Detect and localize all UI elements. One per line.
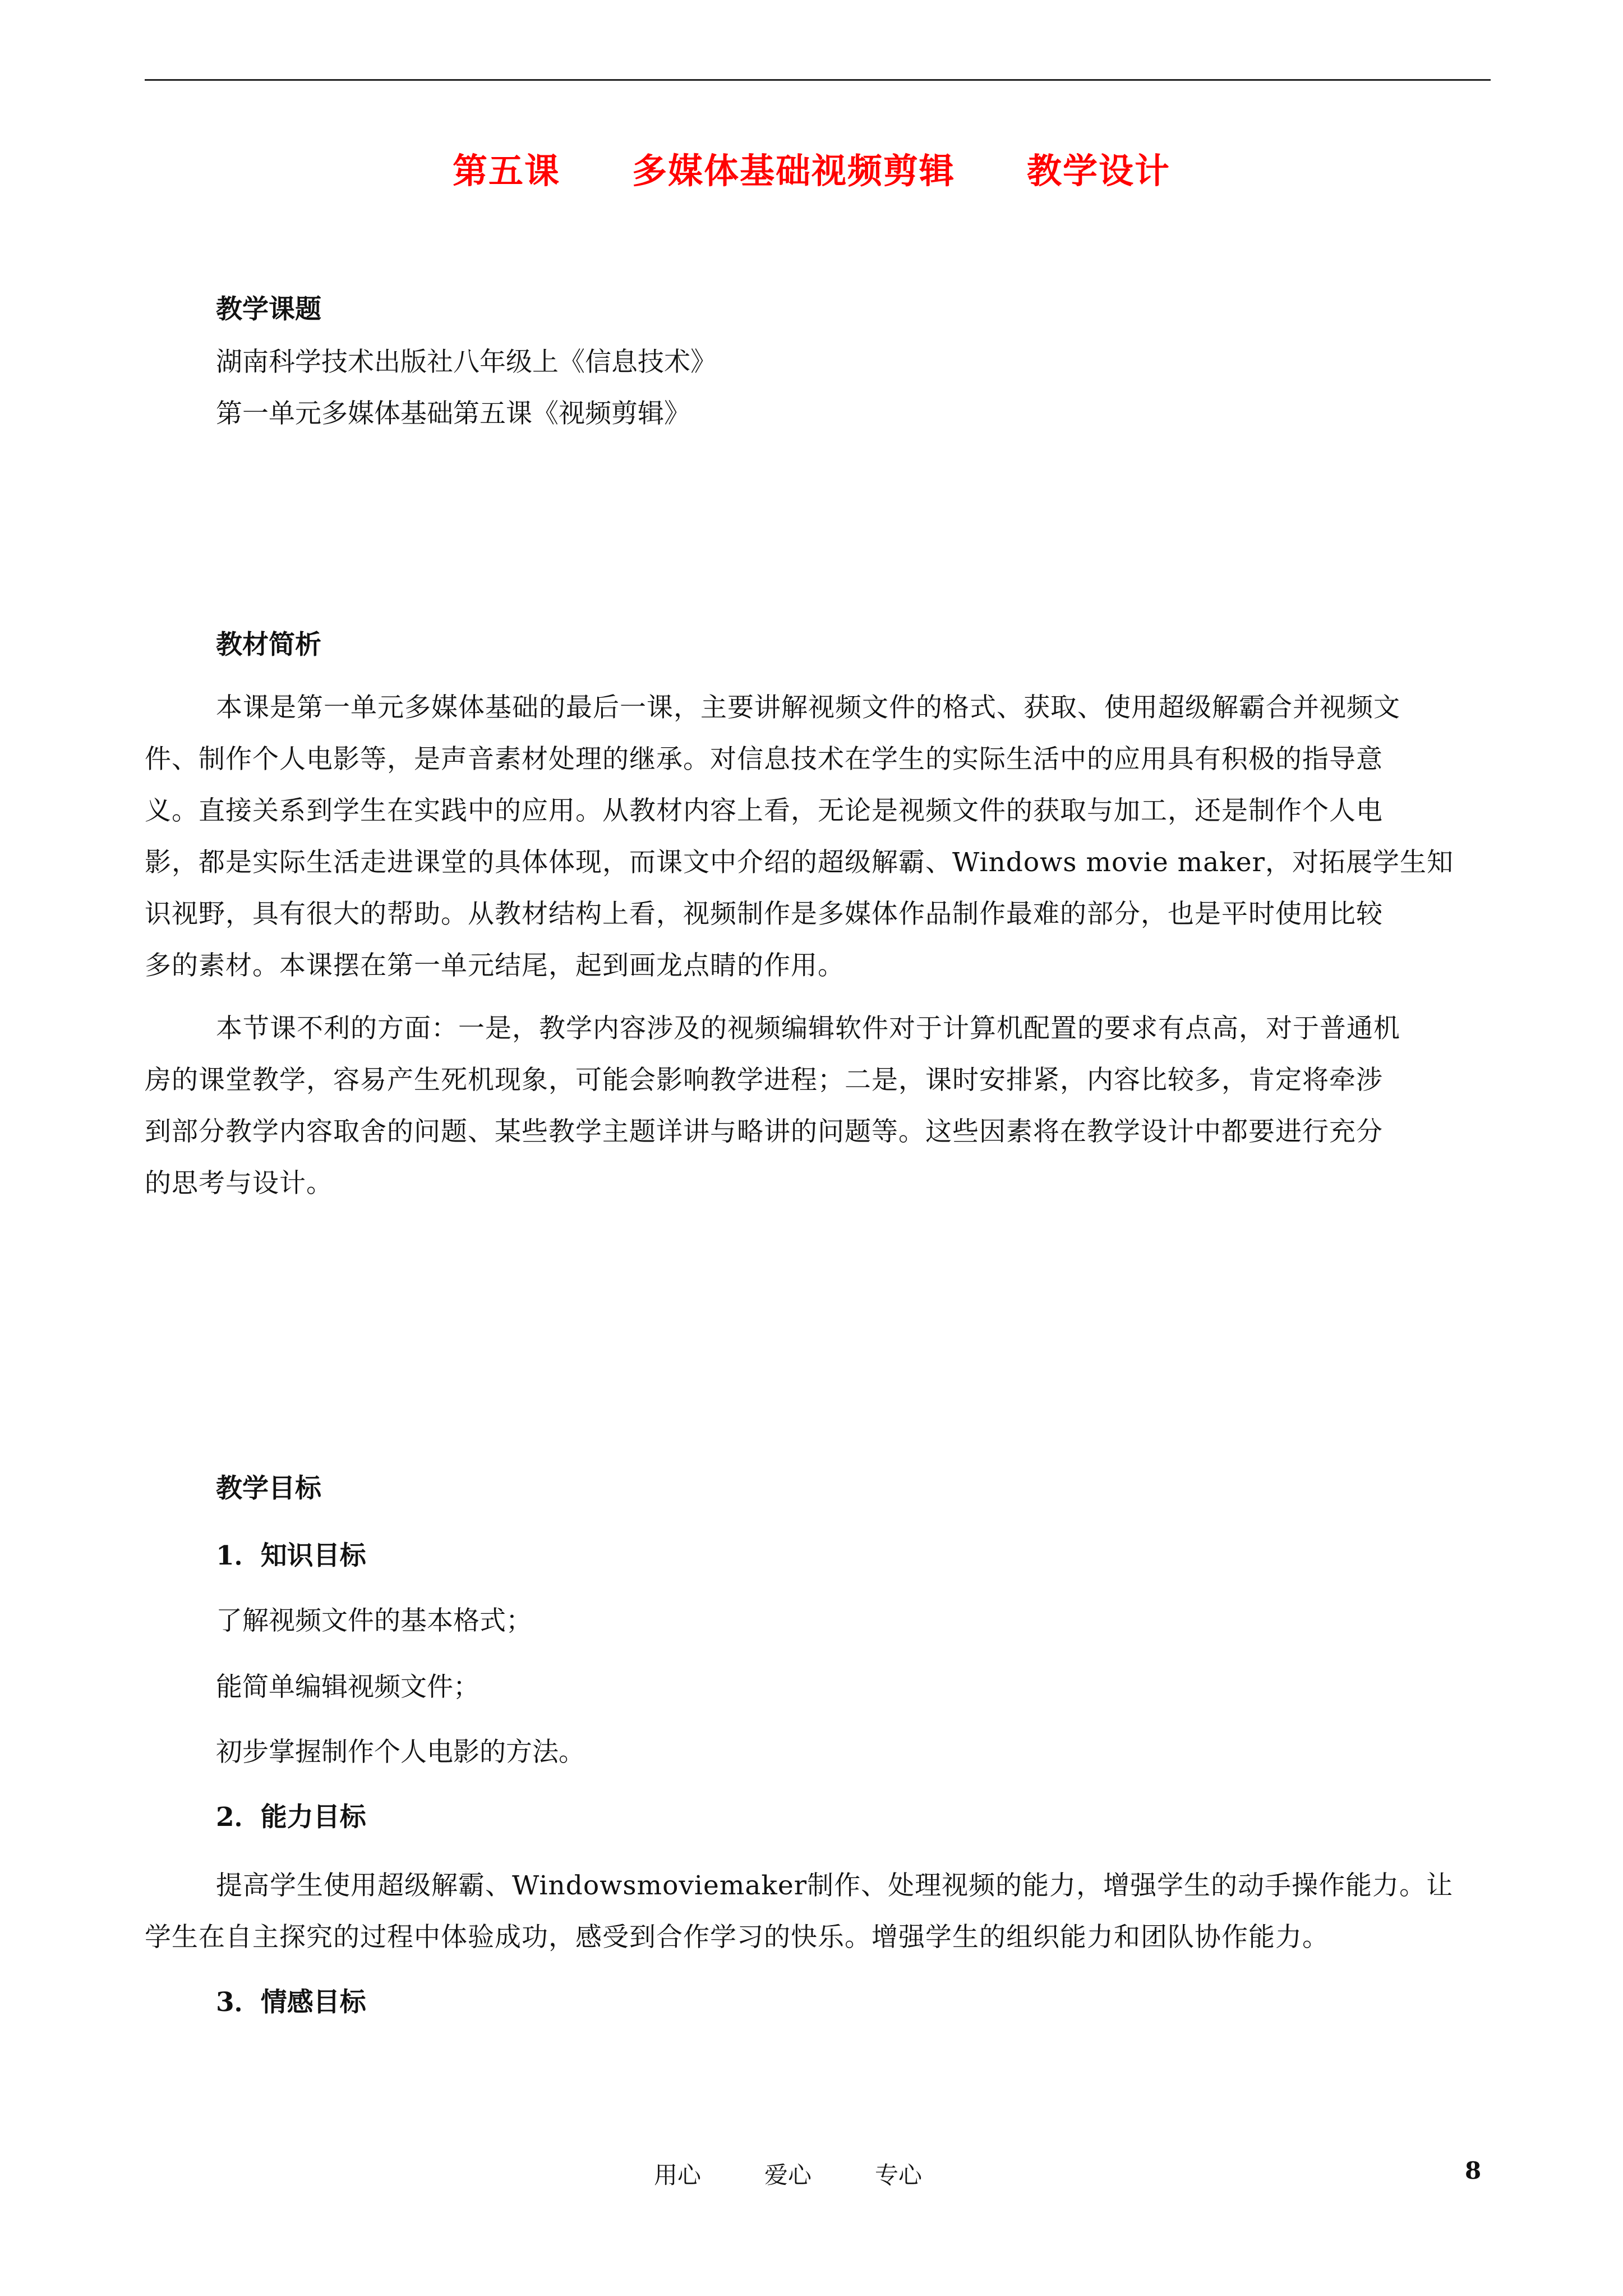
document-title: 第五课 多媒体基础视频剪辑 教学设计 xyxy=(452,150,1170,191)
ability-paragraph xyxy=(145,1860,1491,1963)
text-line: 提高学生使用超级解霸、Windowsmoviemaker制作、处理视频的能力，增强学生的动手操作能力。让 xyxy=(216,1870,1454,1901)
section-analysis-heading xyxy=(216,623,1483,668)
text-line: 义。直接关系到学生在实践中的应用。从教材内容上看，无论是视频文件的获取与加工，还是制作个人电 xyxy=(145,795,1383,826)
section-heading: 教材简析 xyxy=(216,629,321,660)
subheading-emotion: 3．情感目标 xyxy=(216,1987,366,2018)
text-line: 初步掌握制作个人电影的方法。 xyxy=(216,1737,585,1768)
subheading-knowledge: 1．知识目标 xyxy=(216,1540,366,1571)
text-line: 本课是第一单元多媒体基础的最后一课，主要讲解视频文件的格式、获取、使用超级解霸合并视频文 xyxy=(216,692,1400,723)
header-rule xyxy=(145,79,1491,81)
analysis-paragraph-2 xyxy=(145,1003,1491,1209)
text-line: 能简单编辑视频文件； xyxy=(216,1672,479,1703)
text-line: 房的课堂教学，容易产生死机现象，可能会影响教学进程；二是，课时安排紧，内容比较多，肯定将牵涉 xyxy=(145,1065,1383,1096)
footer-motto-3: 专心 xyxy=(875,2161,923,2189)
text-line: 第一单元多媒体基础第五课《视频剪辑》 xyxy=(216,398,690,429)
text-line: 多的素材。本课摆在第一单元结尾，起到画龙点睛的作用。 xyxy=(145,950,845,981)
text-line: 了解视频文件的基本格式； xyxy=(216,1605,532,1636)
section-heading: 教学课题 xyxy=(216,294,321,325)
text-line: 影，都是实际生活走进课堂的具体体现，而课文中介绍的超级解霸、Windows movie maker，对拓展学生知 xyxy=(145,847,1454,878)
footer-motto-1: 用心 xyxy=(654,2161,702,2189)
section-heading: 教学目标 xyxy=(216,1473,321,1504)
text-line: 湖南科学技术出版社八年级上《信息技术》 xyxy=(216,347,717,378)
section-goals xyxy=(216,1466,1483,1840)
section-topic xyxy=(216,287,1483,436)
text-line: 本节课不利的方面：一是，教学内容涉及的视频编辑软件对于计算机配置的要求有点高，对于普通机 xyxy=(216,1013,1400,1044)
text-line: 到部分教学内容取舍的问题、某些教学主题详讲与略讲的问题等。这些因素将在教学设计中都要进行充分 xyxy=(145,1116,1383,1147)
page-number: 8 xyxy=(1465,2157,1482,2184)
text-line: 件、制作个人电影等，是声音素材处理的继承。对信息技术在学生的实际生活中的应用具有积极的指导意 xyxy=(145,744,1383,775)
text-line: 学生在自主探究的过程中体验成功，感受到合作学习的快乐。增强学生的组织能力和团队协作能力。 xyxy=(145,1922,1329,1953)
subheading-ability: 2．能力目标 xyxy=(216,1802,366,1833)
analysis-paragraph-1 xyxy=(145,682,1491,992)
footer-motto-2: 爱心 xyxy=(764,2161,812,2189)
page-footer xyxy=(0,2157,1623,2191)
text-line: 识视野，具有很大的帮助。从教材结构上看，视频制作是多媒体作品制作最难的部分，也是平时使用比较 xyxy=(145,899,1383,930)
section-emotion xyxy=(216,1980,1483,2025)
text-line: 的思考与设计。 xyxy=(145,1168,333,1199)
